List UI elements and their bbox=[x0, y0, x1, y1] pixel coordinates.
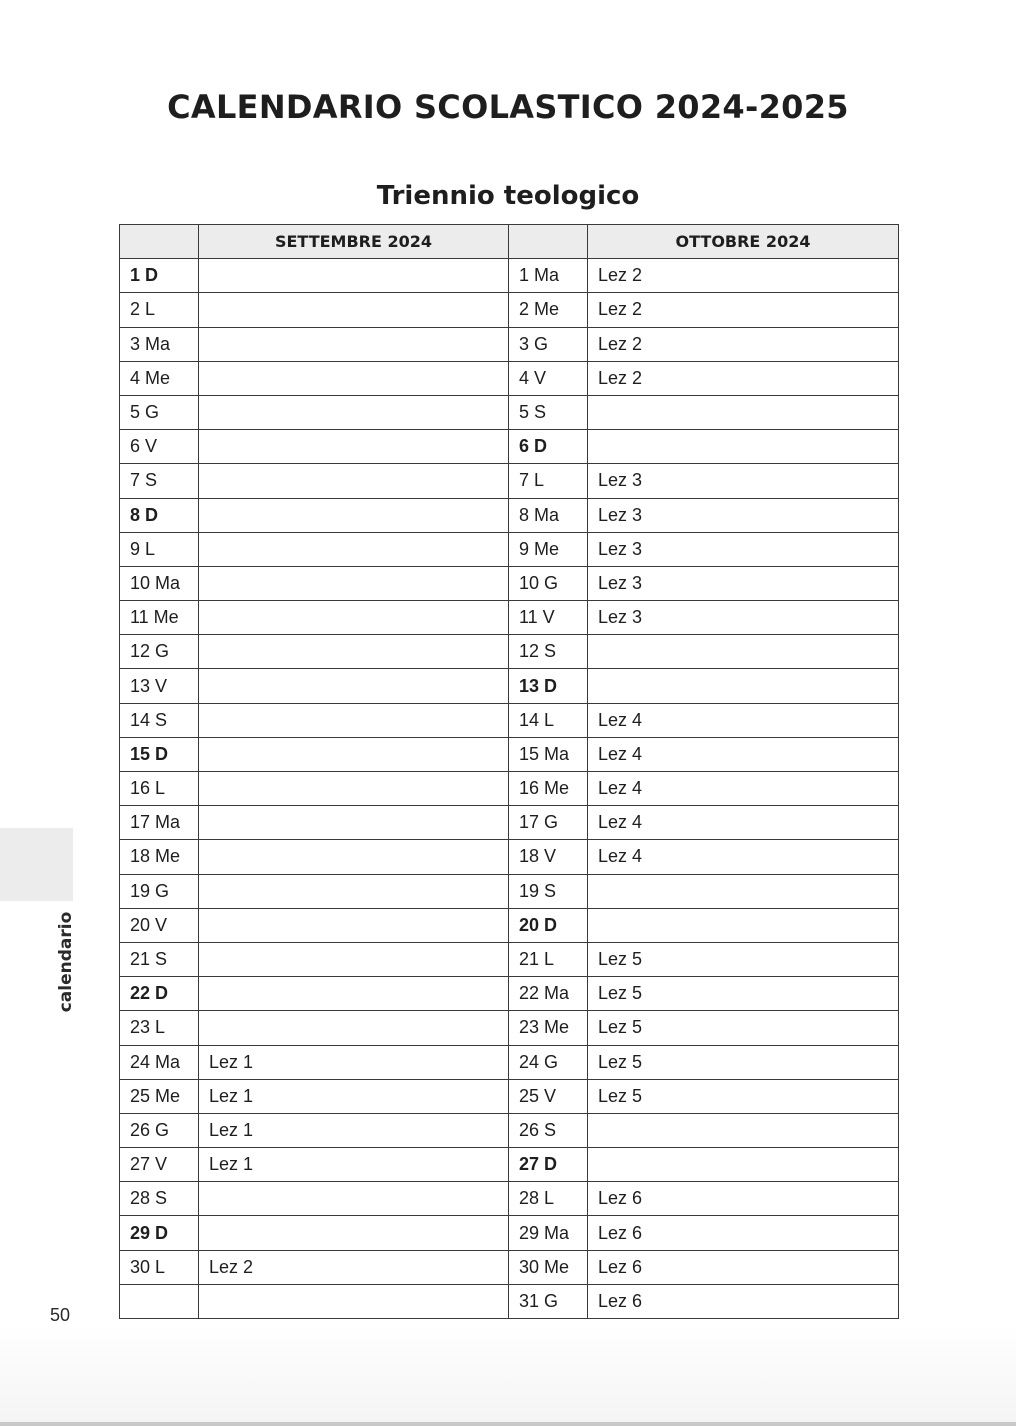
october-note-cell bbox=[588, 635, 899, 669]
october-day-cell: 23 Me bbox=[509, 1011, 588, 1045]
october-day-cell: 18 V bbox=[509, 840, 588, 874]
october-note-cell: Lez 3 bbox=[588, 566, 899, 600]
page-bottom-shade bbox=[0, 1326, 1016, 1426]
table-row bbox=[120, 1113, 899, 1147]
table-header-row bbox=[120, 225, 899, 259]
october-note-cell bbox=[588, 395, 899, 429]
october-day-cell: 1 Ma bbox=[509, 259, 588, 293]
september-day-cell: 2 L bbox=[120, 293, 199, 327]
october-day-cell: 19 S bbox=[509, 874, 588, 908]
table-row bbox=[120, 566, 899, 600]
september-day-cell: 24 Ma bbox=[120, 1045, 199, 1079]
calendar-body bbox=[120, 259, 899, 1319]
table-row bbox=[120, 1182, 899, 1216]
september-note-cell bbox=[199, 259, 509, 293]
table-row bbox=[120, 1079, 899, 1113]
table-row bbox=[120, 1284, 899, 1318]
october-note-cell: Lez 2 bbox=[588, 293, 899, 327]
table-row bbox=[120, 430, 899, 464]
september-note-cell: Lez 1 bbox=[199, 1045, 509, 1079]
september-day-cell: 9 L bbox=[120, 532, 199, 566]
september-note-cell bbox=[199, 327, 509, 361]
october-day-cell: 8 Ma bbox=[509, 498, 588, 532]
september-note-cell bbox=[199, 635, 509, 669]
october-note-cell bbox=[588, 908, 899, 942]
september-day-cell: 23 L bbox=[120, 1011, 199, 1045]
october-day-cell: 28 L bbox=[509, 1182, 588, 1216]
october-note-cell: Lez 4 bbox=[588, 703, 899, 737]
september-day-cell: 11 Me bbox=[120, 601, 199, 635]
table-row bbox=[120, 806, 899, 840]
october-note-cell: Lez 5 bbox=[588, 977, 899, 1011]
september-note-cell bbox=[199, 395, 509, 429]
table-row bbox=[120, 703, 899, 737]
table-row bbox=[120, 942, 899, 976]
page-bottom-edge bbox=[0, 1422, 1016, 1426]
september-note-cell bbox=[199, 601, 509, 635]
september-note-cell bbox=[199, 977, 509, 1011]
table-row bbox=[120, 1216, 899, 1250]
september-day-cell: 19 G bbox=[120, 874, 199, 908]
october-note-cell: Lez 4 bbox=[588, 806, 899, 840]
september-day-cell: 26 G bbox=[120, 1113, 199, 1147]
header-september-day bbox=[120, 225, 199, 259]
table-row bbox=[120, 635, 899, 669]
table-row bbox=[120, 1011, 899, 1045]
october-day-cell: 16 Me bbox=[509, 772, 588, 806]
october-note-cell bbox=[588, 1148, 899, 1182]
table-row bbox=[120, 772, 899, 806]
october-day-cell: 22 Ma bbox=[509, 977, 588, 1011]
page-title: CALENDARIO SCOLASTICO 2024-2025 bbox=[167, 88, 849, 126]
table-row bbox=[120, 1045, 899, 1079]
october-day-cell: 2 Me bbox=[509, 293, 588, 327]
september-day-cell: 12 G bbox=[120, 635, 199, 669]
october-day-cell: 6 D bbox=[509, 430, 588, 464]
october-day-cell: 10 G bbox=[509, 566, 588, 600]
october-note-cell bbox=[588, 430, 899, 464]
october-day-cell: 26 S bbox=[509, 1113, 588, 1147]
october-note-cell: Lez 4 bbox=[588, 772, 899, 806]
table-row bbox=[120, 840, 899, 874]
october-note-cell: Lez 6 bbox=[588, 1216, 899, 1250]
october-note-cell: Lez 2 bbox=[588, 361, 899, 395]
table-row bbox=[120, 361, 899, 395]
october-day-cell: 4 V bbox=[509, 361, 588, 395]
october-day-cell: 12 S bbox=[509, 635, 588, 669]
october-note-cell: Lez 2 bbox=[588, 259, 899, 293]
september-day-cell: 10 Ma bbox=[120, 566, 199, 600]
september-note-cell: Lez 1 bbox=[199, 1079, 509, 1113]
october-day-cell: 20 D bbox=[509, 908, 588, 942]
september-day-cell: 17 Ma bbox=[120, 806, 199, 840]
october-note-cell: Lez 4 bbox=[588, 737, 899, 771]
header-september: SETTEMBRE 2024 bbox=[199, 225, 509, 259]
october-day-cell: 15 Ma bbox=[509, 737, 588, 771]
header-october-day bbox=[509, 225, 588, 259]
october-day-cell: 7 L bbox=[509, 464, 588, 498]
calendar-table bbox=[119, 224, 899, 1319]
october-day-cell: 21 L bbox=[509, 942, 588, 976]
table-row bbox=[120, 908, 899, 942]
table-row bbox=[120, 327, 899, 361]
september-day-cell: 5 G bbox=[120, 395, 199, 429]
page-subtitle: Triennio teologico bbox=[376, 181, 640, 211]
october-day-cell: 11 V bbox=[509, 601, 588, 635]
october-note-cell: Lez 6 bbox=[588, 1182, 899, 1216]
september-day-cell: 30 L bbox=[120, 1250, 199, 1284]
table-row bbox=[120, 1148, 899, 1182]
october-note-cell bbox=[588, 669, 899, 703]
september-day-cell: 15 D bbox=[120, 737, 199, 771]
october-day-cell: 31 G bbox=[509, 1284, 588, 1318]
september-day-cell: 1 D bbox=[120, 259, 199, 293]
september-note-cell bbox=[199, 942, 509, 976]
october-note-cell: Lez 3 bbox=[588, 464, 899, 498]
october-day-cell: 13 D bbox=[509, 669, 588, 703]
september-note-cell bbox=[199, 772, 509, 806]
october-day-cell: 25 V bbox=[509, 1079, 588, 1113]
october-note-cell: Lez 2 bbox=[588, 327, 899, 361]
september-day-cell: 29 D bbox=[120, 1216, 199, 1250]
table-row bbox=[120, 395, 899, 429]
september-day-cell: 27 V bbox=[120, 1148, 199, 1182]
table-row bbox=[120, 498, 899, 532]
october-day-cell: 9 Me bbox=[509, 532, 588, 566]
september-note-cell bbox=[199, 430, 509, 464]
table-row bbox=[120, 464, 899, 498]
september-note-cell bbox=[199, 1182, 509, 1216]
header-october: OTTOBRE 2024 bbox=[588, 225, 899, 259]
september-day-cell: 18 Me bbox=[120, 840, 199, 874]
september-day-cell: 8 D bbox=[120, 498, 199, 532]
table-row bbox=[120, 1250, 899, 1284]
october-note-cell: Lez 5 bbox=[588, 942, 899, 976]
october-note-cell: Lez 3 bbox=[588, 601, 899, 635]
october-note-cell: Lez 5 bbox=[588, 1079, 899, 1113]
october-note-cell bbox=[588, 1113, 899, 1147]
september-note-cell bbox=[199, 1284, 509, 1318]
september-note-cell bbox=[199, 1011, 509, 1045]
october-note-cell bbox=[588, 874, 899, 908]
september-note-cell bbox=[199, 293, 509, 327]
october-day-cell: 3 G bbox=[509, 327, 588, 361]
october-note-cell: Lez 5 bbox=[588, 1011, 899, 1045]
october-day-cell: 17 G bbox=[509, 806, 588, 840]
september-note-cell bbox=[199, 806, 509, 840]
september-note-cell: Lez 1 bbox=[199, 1113, 509, 1147]
october-note-cell: Lez 4 bbox=[588, 840, 899, 874]
september-day-cell: 4 Me bbox=[120, 361, 199, 395]
page-number: 50 bbox=[50, 1305, 71, 1325]
october-note-cell: Lez 3 bbox=[588, 532, 899, 566]
september-note-cell bbox=[199, 840, 509, 874]
october-day-cell: 24 G bbox=[509, 1045, 588, 1079]
september-note-cell bbox=[199, 737, 509, 771]
october-day-cell: 30 Me bbox=[509, 1250, 588, 1284]
september-day-cell: 6 V bbox=[120, 430, 199, 464]
table-row bbox=[120, 532, 899, 566]
september-note-cell bbox=[199, 566, 509, 600]
september-note-cell bbox=[199, 703, 509, 737]
september-day-cell: 21 S bbox=[120, 942, 199, 976]
table-row bbox=[120, 601, 899, 635]
september-note-cell: Lez 2 bbox=[199, 1250, 509, 1284]
october-day-cell: 5 S bbox=[509, 395, 588, 429]
september-day-cell: 3 Ma bbox=[120, 327, 199, 361]
september-note-cell bbox=[199, 908, 509, 942]
table-row bbox=[120, 874, 899, 908]
october-note-cell: Lez 6 bbox=[588, 1284, 899, 1318]
september-note-cell bbox=[199, 874, 509, 908]
september-day-cell: 16 L bbox=[120, 772, 199, 806]
september-note-cell bbox=[199, 1216, 509, 1250]
side-section-label: calendario bbox=[56, 911, 76, 1013]
table-row bbox=[120, 737, 899, 771]
october-day-cell: 29 Ma bbox=[509, 1216, 588, 1250]
october-day-cell: 14 L bbox=[509, 703, 588, 737]
september-note-cell: Lez 1 bbox=[199, 1148, 509, 1182]
september-day-cell: 22 D bbox=[120, 977, 199, 1011]
september-day-cell: 25 Me bbox=[120, 1079, 199, 1113]
october-day-cell: 27 D bbox=[509, 1148, 588, 1182]
september-note-cell bbox=[199, 532, 509, 566]
table-row bbox=[120, 669, 899, 703]
october-note-cell: Lez 6 bbox=[588, 1250, 899, 1284]
table-row bbox=[120, 259, 899, 293]
september-day-cell: 13 V bbox=[120, 669, 199, 703]
side-tab-marker bbox=[0, 828, 73, 901]
october-note-cell: Lez 5 bbox=[588, 1045, 899, 1079]
september-day-cell bbox=[120, 1284, 199, 1318]
september-note-cell bbox=[199, 498, 509, 532]
september-day-cell: 14 S bbox=[120, 703, 199, 737]
table-row bbox=[120, 293, 899, 327]
october-note-cell: Lez 3 bbox=[588, 498, 899, 532]
september-day-cell: 7 S bbox=[120, 464, 199, 498]
september-day-cell: 28 S bbox=[120, 1182, 199, 1216]
september-note-cell bbox=[199, 361, 509, 395]
table-row bbox=[120, 977, 899, 1011]
september-note-cell bbox=[199, 464, 509, 498]
september-day-cell: 20 V bbox=[120, 908, 199, 942]
september-note-cell bbox=[199, 669, 509, 703]
